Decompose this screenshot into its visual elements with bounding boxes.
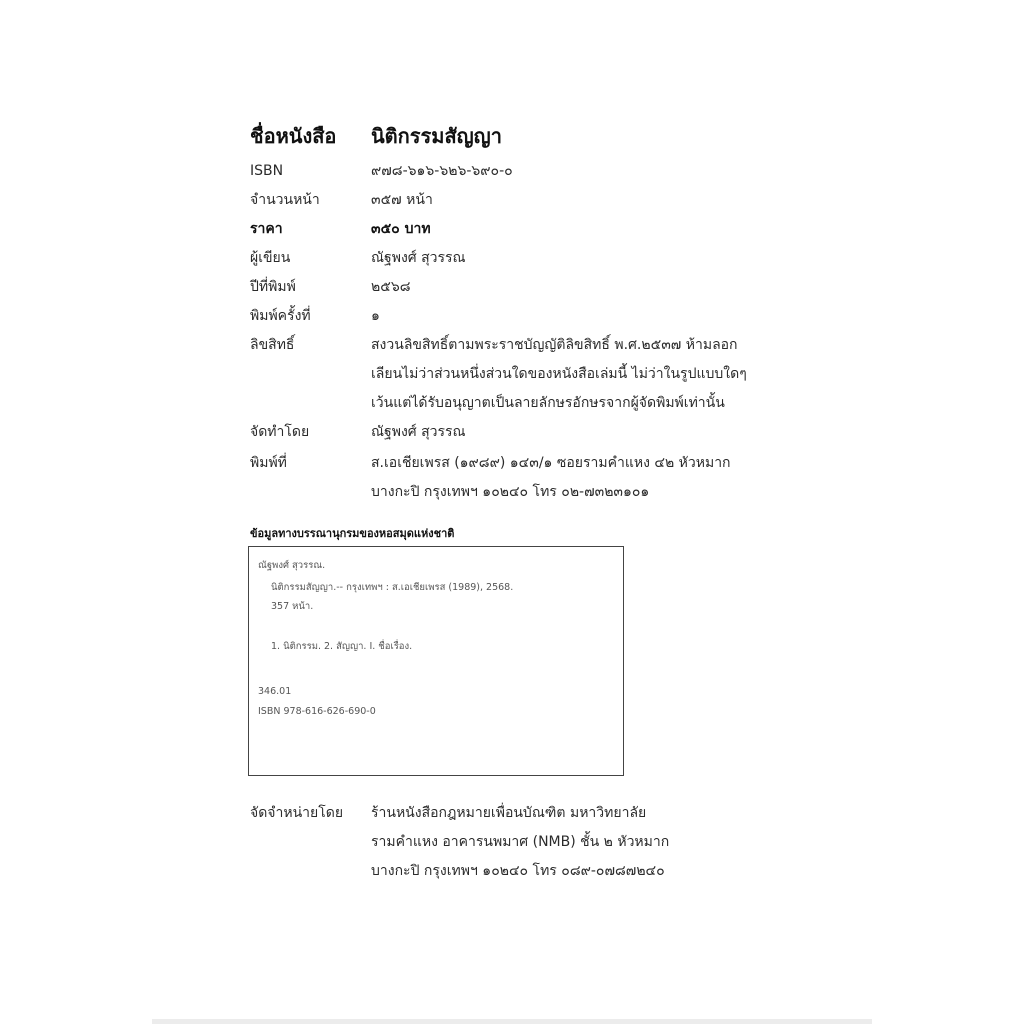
cip-classification: 346.01 <box>258 686 292 697</box>
cip-title-line: นิติกรรมสัญญา.-- กรุงเทพฯ : ส.เอเชียเพรส (1989), 2568. <box>271 582 514 593</box>
producer-label: จัดทำโดย <box>250 424 310 440</box>
title-label: ชื่อหนังสือ <box>250 124 337 148</box>
cip-pages: 357 หน้า. <box>271 601 314 612</box>
edition-value: ๑ <box>371 308 380 324</box>
price-value: ๓๕๐ บาท <box>371 221 431 237</box>
printer-line-1: ส.เอเชียเพรส (๑๙๘๙) ๑๔๓/๑ ซอยรามคำแหง ๔๒ หัวหมาก <box>371 455 731 471</box>
isbn-label: ISBN <box>250 163 284 179</box>
distribution-line-3: บางกะปิ กรุงเทพฯ ๑๐๒๔๐ โทร ๐๘๙-๐๗๘๗๒๔๐ <box>371 863 665 879</box>
distribution-line-1: ร้านหนังสือกฎหมายเพื่อนบัณฑิต มหาวิทยาลัย <box>371 805 647 821</box>
distribution-label: จัดจำหน่ายโดย <box>250 805 344 821</box>
copyright-line-2: เลียนไม่ว่าส่วนหนึ่งส่วนใดของหนังสือเล่มนี้ ไม่ว่าในรูปแบบใดๆ <box>371 366 747 382</box>
printer-line-2: บางกะปิ กรุงเทพฯ ๑๐๒๔๐ โทร ๐๒-๗๓๒๓๑๐๑ <box>371 484 650 500</box>
copyright-line-3: เว้นแต่ได้รับอนุญาตเป็นลายลักษรอักษรจากผู้จัดพิมพ์เท่านั้น <box>371 395 725 411</box>
price-label: ราคา <box>250 221 283 237</box>
cip-author: ณัฐพงศ์ สุวรรณ. <box>258 560 326 571</box>
isbn-value: ๙๗๘-๖๑๖-๖๒๖-๖๙๐-๐ <box>371 163 513 179</box>
year-label: ปีที่พิมพ์ <box>250 279 296 295</box>
cip-subjects: 1. นิติกรรม. 2. สัญญา. I. ชื่อเรื่อง. <box>271 641 413 652</box>
copyright-line-1: สงวนลิขสิทธิ์ตามพระราชบัญญัติลิขสิทธิ์ พ.ศ.๒๕๓๗ ห้ามลอก <box>371 337 738 353</box>
cip-box <box>248 546 624 776</box>
book-title: นิติกรรมสัญญา <box>371 124 502 148</box>
distribution-line-2: รามคำแหง อาคารนพมาศ (NMB) ชั้น ๒ หัวหมาก <box>371 834 670 850</box>
cip-isbn: ISBN 978-616-626-690-0 <box>258 706 376 717</box>
printer-label: พิมพ์ที่ <box>250 455 287 471</box>
bottom-edge-bar <box>152 1019 872 1024</box>
pages-value: ๓๕๗ หน้า <box>371 192 433 208</box>
copyright-label: ลิขสิทธิ์ <box>250 337 295 353</box>
producer-value: ณัฐพงศ์ สุวรรณ <box>371 424 466 440</box>
edition-label: พิมพ์ครั้งที่ <box>250 308 311 324</box>
cip-heading: ข้อมูลทางบรรณานุกรมของหอสมุดแห่งชาติ <box>250 527 455 540</box>
pages-label: จำนวนหน้า <box>250 192 320 208</box>
author-label: ผู้เขียน <box>250 250 291 266</box>
year-value: ๒๕๖๘ <box>371 279 411 295</box>
author-value: ณัฐพงศ์ สุวรรณ <box>371 250 466 266</box>
